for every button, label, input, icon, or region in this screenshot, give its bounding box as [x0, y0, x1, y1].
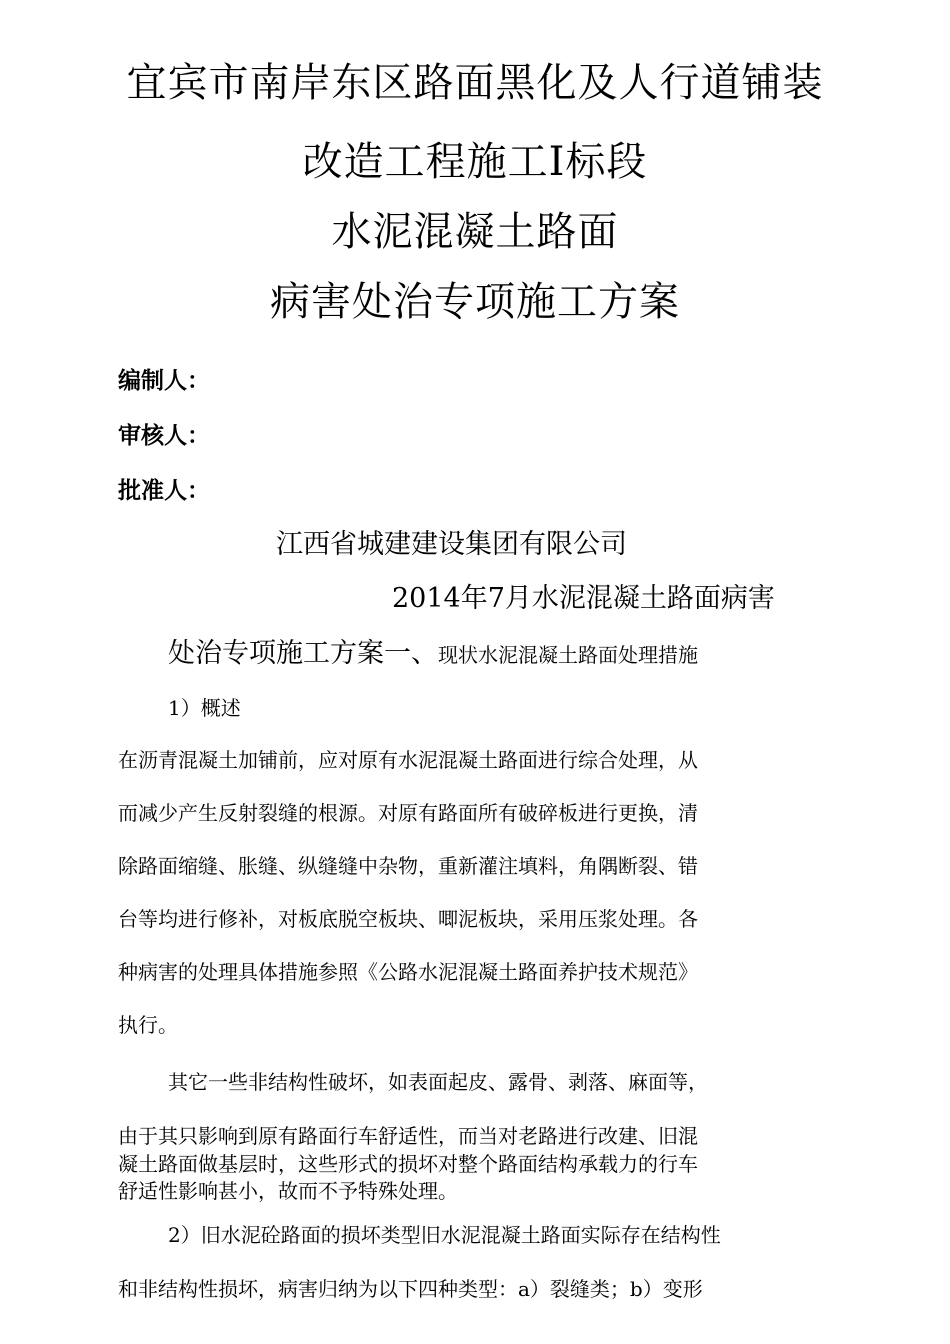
- role-reviewer: 审核人：: [118, 423, 210, 449]
- para1-line: 除路面缩缝、胀缝、纵缝缝中杂物，重新灌注填料，角隅断裂、错: [118, 854, 698, 878]
- para1-line: 而减少产生反射裂缝的根源。对原有路面所有破碎板进行更换，清: [118, 801, 698, 825]
- title-line-2: 改造工程施工Ⅰ标段: [302, 139, 648, 185]
- para3-line: 和非结构性损坏，病害归纳为以下四种类型：a）裂缝类；b）变形: [118, 1277, 703, 1301]
- section-heading-sub: 现状水泥混凝土路面处理措施: [438, 643, 698, 667]
- para2-line: 凝土路面做基层时，这些形式的损坏对整个路面结构承载力的行车: [118, 1152, 698, 1176]
- title-line-1: 宜宾市南岸东区路面黑化及人行道铺装: [126, 60, 824, 106]
- sec1-label: 1）概述: [168, 696, 241, 720]
- para3-line: 2）旧水泥砼路面的损坏类型旧水泥混凝土路面实际存在结构性: [168, 1223, 721, 1247]
- para2-line: 舒适性影响甚小，故而不予特殊处理。: [118, 1179, 458, 1203]
- section-heading-main: 处治专项施工方案一、: [168, 638, 438, 669]
- company-name: 江西省城建建设集团有限公司: [276, 529, 627, 560]
- para1-line: 台等均进行修补，对板底脱空板块、唧泥板块，采用压浆处理。各: [118, 907, 698, 931]
- role-compiler: 编制人：: [118, 368, 210, 394]
- para1-line: 种病害的处理具体措施参照《公路水泥混凝土路面养护技术规范》: [118, 960, 698, 984]
- para1-line: 执行。: [118, 1013, 178, 1037]
- para2-line: 其它一些非结构性破坏，如表面起皮、露骨、剥落、麻面等，: [168, 1070, 708, 1094]
- section-heading: [168, 640, 698, 667]
- para1-line: 在沥青混凝土加铺前，应对原有水泥混凝土路面进行综合处理，从: [118, 748, 698, 772]
- title-line-3: 水泥混凝土路面: [331, 209, 619, 255]
- title-line-4: 病害处治专项施工方案: [270, 279, 680, 325]
- role-approver: 批准人：: [118, 478, 210, 504]
- date-line: 2014年7月水泥混凝土路面病害: [392, 583, 775, 614]
- para2-line: 由于其只影响到原有路面行车舒适性，而当对老路进行改建、旧混: [118, 1124, 698, 1148]
